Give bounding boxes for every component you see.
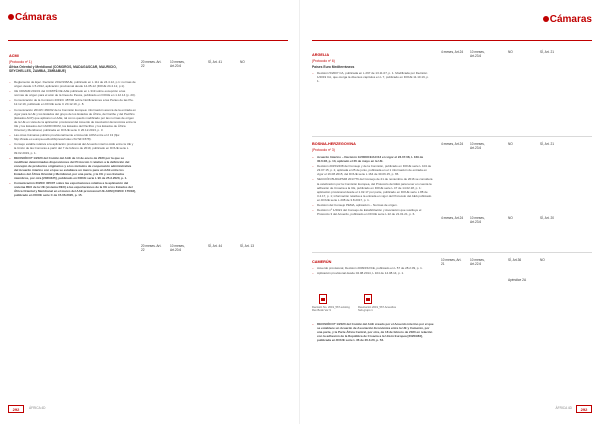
cell-col1: 4 meses, Art.24 [441, 50, 464, 54]
section-title: ARGELIA [312, 53, 330, 57]
rule-item: – SECCIÓN BURAPSIM 2017/76 del Consejo de 21 de noviembre de 2016 se considera la celebración por la Comisión Europea, del Protocolo del AEA para tener en cuenta la adhesión de Croacia a la UE, publicado en DOUE serie L 47 de 14.02.18, p. 1: aplicación provisional desde el 1.02.17 por parte, publicado en DOUE serie L 88 de 3.4.17, p. 1; información relativa a la entrada en vigor del Protocolo del AEA publicado en DOUE serie L 208 de 3.8.2017, p. 1. [312, 177, 434, 202]
country-line: Países Euro Mediterráneos [312, 65, 355, 69]
cell-col2: 10 meses, Art.23.6 [470, 142, 485, 151]
rules-list [312, 266, 432, 276]
cell-col3: NO [508, 50, 513, 54]
cell-col1: 20 meses. Art. 22 [141, 60, 162, 69]
cell-col2-b: 10 meses, Art.20.6 [170, 244, 185, 253]
logo-mark-icon [543, 16, 549, 22]
cell-col3: SÍ, Art. 41 [208, 60, 222, 64]
cell-col3: NO [508, 142, 513, 146]
cell-col1-b: 4 meses, Art.24 [441, 216, 464, 220]
section-rule [312, 40, 592, 41]
rule-item: – Consejo estable relativa a la aplicación provisional del Acuerdo interino AAE entre la UE y la Unión de las Comoras a partir del 7 de febrero de 2019, publicado en DOUE serie L 09.02.2019, p. 1. [9, 142, 136, 154]
cell-col4: SÍ, Art. 21 [540, 142, 554, 146]
cell-col1-b: 20 meses. Art. 22 [141, 244, 162, 253]
section-title: ACMI [9, 54, 19, 58]
cell-col4: SÍ, Art. 21 [540, 50, 554, 54]
rule-item: – Comunicación de la Comisión 2019/C 487/06 sobre Notificaciones a las Partes de las Pte. 12.12.19, publicado en DOUE serie C 20.12.19, p. 8. [9, 98, 136, 106]
cell-col4: NO [540, 258, 545, 262]
footer-label: ÁFRICA 4D [555, 406, 572, 410]
brand-logo: Cámaras [543, 14, 592, 25]
protocol-label: (Protocolo nº 6) [312, 59, 335, 63]
rule-item: – Reglamento de Ejec. Decisión 2012/196/UE, publicado en L 111 de 24.4.12, p.1: normas de origen desde 1.5.2012, aplicación provisional desde 14-05-12 (DOUE 24.4.12, p.1). [9, 80, 136, 88]
rule-item: – Decisión nº 1/2021 del Consejo de Estabilización y Asociación que sustituye el Protocolo 3 del Acuerdo, publicado en DOUE serie L 22 de 21.01.21, p. 6. [312, 208, 434, 216]
section-subtitle: África Oriental y Meridional (COMOROS, MADAGASCAR, MAURICIO, SEYCHELLES, ZAMBIA, ZIMBABUE) [9, 65, 117, 74]
rule-item: – DECISIÓN Nº 1/2020 del Comité del AAE de 14 de enero de 2020 por la que se modifican determinadas disposiciones del Protocolo 1 relativo a la definición del concepto de productos originarios y a los métodos de cooperación administrativa del Acuerdo interino con el que se establece un marco para un AAE entre los Estados del África Oriental y Meridional, por una parte, y la CE y sus Estados miembros, por otra [2020/425], publicado en DOUE serie L 90 de 25.3.2020, p. 1. [9, 156, 136, 181]
cell-col4-b: SÍ, Art. 20 [540, 216, 554, 220]
page-number: 292 [576, 405, 592, 413]
pdf-caption: Decisión No. 2019_567 existing Rev Bodo Ver 9 [312, 306, 350, 313]
section-title: BOSNIA-HERZEGOVINA [312, 142, 356, 146]
pdf-caption: Resolución 2019_567 Acuerdos Sub-grupo 1 [358, 306, 396, 313]
cell-col1: 10 meses, Art. 21 [441, 258, 462, 267]
section-divider [312, 136, 592, 137]
section-rule [8, 40, 288, 41]
rule-item: – Las otras Cámaras publicó provisionalmente el Acuerdo AOM entre el 2 13 (fija: http://trade.ec.europa.eu/doclib/press/index.cfm?id=1578). [9, 133, 136, 141]
rules-list [312, 155, 434, 217]
cell-col3: SÍ, Art.36 [508, 258, 522, 262]
cell-col3-b: NO [508, 216, 513, 220]
cell-col1: 4 meses, Art.24 [441, 142, 464, 146]
section-divider [312, 252, 592, 253]
cell-col4-b: SÍ, Art. 13 [240, 244, 254, 248]
rule-item: – Decisión del Consejo PEMA, aplicación – Normas de origen. [312, 203, 434, 207]
rule-item: – Comunicación 2013/C 460/02 de la Comisión Europea: información acerca de la entrada en vigor para la UE y los Estados del grupo de los Estados de África, del Caribe y del Pacífico (Estados ACP) que aplicaron el AAE, tal como quedó modificado por las normas de origen de la UE en vista de la aplicación provisional del Acuerdo de Asociación Económica entre la UE y los Estados del CARIFORUM, los Estados del Pacífico y los Estados de África Oriental y Meridional, publicada en DOUE serie C 20.12.2013, p. 3. [9, 108, 136, 133]
cell-col2: 10 meses, Art.20.6 [170, 60, 185, 69]
cell-col3-b: SÍ, Art. 44 [208, 244, 222, 248]
protocol-label: (Protocolo nº 3) [312, 148, 335, 152]
rule-item: – Comunicación 2020/C 305/07 sobre las exportaciones relativa a la aplicación del sistema REX de la UE (sistema REX) a las exportaciones de la UE a los Estados del África Oriental y Meridional en el marco del AAE provisional UE-AOM [2020/C 176/03], publicado en DOUE serie C de 15.06.2020, p. 15. [9, 181, 136, 197]
rules-list [9, 80, 136, 199]
rule-item: – Aplicación provisional desde 04.08.2014, L 104 de 14.08.14, p. 1. [312, 271, 432, 275]
cell-col2: 10 meses, Art.23.6 [470, 50, 485, 59]
section-title: CAMERÚN [312, 260, 332, 264]
rule-item: – UE CDMAM 2013/1 del COMITÉ DE AAE publicado en L 319 sobre excepción a las normas de origen para el atún de la línea de Pesca, publicado en DOUE en 1.12.14 (p. 20). [9, 89, 136, 97]
cell-col2: 10 meses, Art.22.6 [470, 258, 485, 267]
protocol-label: (Protocolo nº 1) [9, 60, 32, 64]
cell-col4: NO [240, 60, 245, 64]
right-page [300, 0, 600, 424]
pdf-file-icon[interactable] [319, 294, 327, 304]
logo-mark-icon [8, 14, 14, 20]
rules-list [312, 322, 434, 343]
page-number: 292 [8, 405, 24, 413]
section-text [312, 71, 432, 84]
footer-label: ÁFRICA 4D [29, 406, 46, 410]
rule-item: – Decisión 2015/2438 del Consejo y de la Comisión, publicado en DOUE serie L 104 de 23.07.15, p. 2, aplicada el 25 de junio, publicada en el 1 información de entrada en vigor el 16.08.2015, del DOUE serie L 164 de 30.06.15, p. 65. [312, 164, 434, 176]
rule-item: – DECISIÓN Nº 1/2020 del Comité del AAE creado por el Acuerdo interino por el que se establece un Acuerdo de Asociación Económica entre la UE y Camerún, por una parte, y la Parte África Central, por otra, de 18 de febrero de 2020 en relación con la adhesión de la República de Croacia a la Unión Europea [2020/984], publicada en DOUE serie L 36 de 20.3.20, p. 52. [312, 322, 434, 342]
rule-item: – Acuerdo Interino – Decisión 1/2008/CE/AC/13 en vigor el 23.07.08, L 169 de 30.6.08, p. 13, aplicado el 26 de mayo en la UE. [312, 155, 434, 163]
cell-appendix: Apéndice 2A [508, 278, 527, 282]
brand-logo: Cámaras [8, 12, 57, 23]
pdf-file-icon[interactable] [364, 294, 372, 304]
rule-item: – Acuerdo provisional, Decisión 2009/152/CE, publicado en L 57 de 28.2.09, p. 1. [312, 266, 432, 270]
cell-col2-b: 10 meses, Art.23.6 [470, 216, 485, 225]
rule-item: – Decisión 5/2007 CA, publicada en L 297 de 13.11.07, p. 1. Modificada por Decisión 1/2019 CA, que otorga la diversos capítulos en L 7, publicado en DOUE 11.10.19, p. 1. [312, 71, 432, 83]
